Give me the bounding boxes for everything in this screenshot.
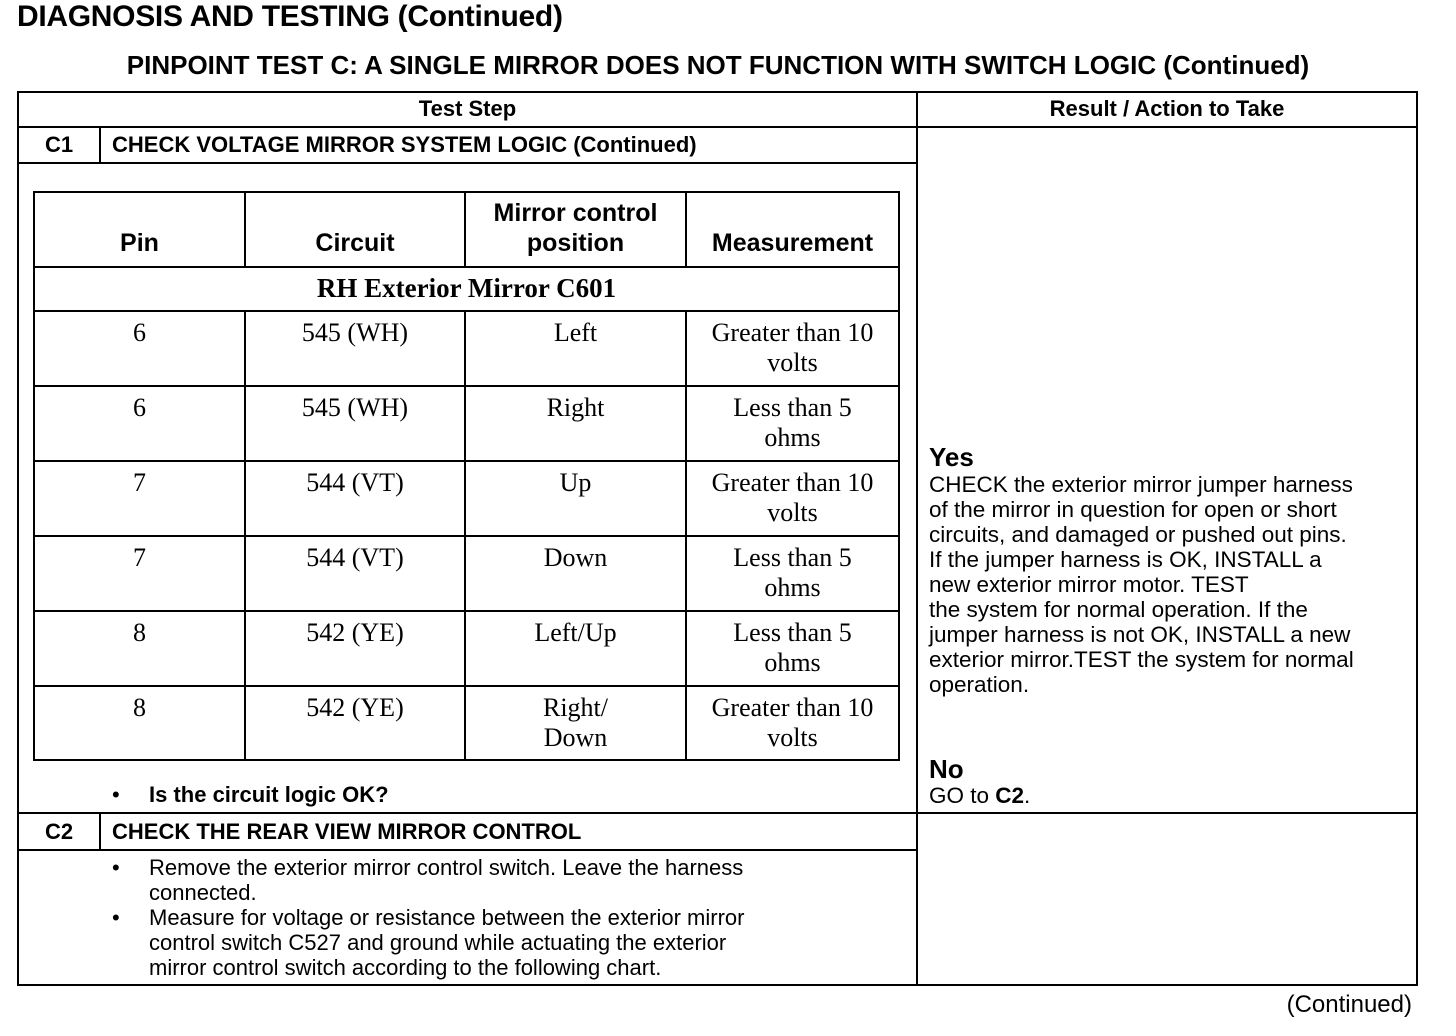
measurement-cell — [687, 318, 898, 378]
position-header-line2: position — [526, 229, 625, 257]
circuit-cell: 545 (WH) — [301, 393, 409, 422]
position-header-line1: Mirror control — [493, 199, 658, 227]
circuit-cell: 542 (YE) — [306, 693, 404, 722]
pinpoint-test-subtitle: PINPOINT TEST C: A SINGLE MIRROR DOES NOT FUNCTION WITH SWITCH LOGIC (Continued) — [126, 50, 1310, 80]
pin-cell: 7 — [133, 468, 146, 497]
position-cell — [466, 393, 685, 423]
instruction-line: Measure for voltage or resistance between the exterior mirror — [149, 905, 745, 930]
goto-prefix: GO to — [929, 783, 996, 808]
goto-suffix: . — [1024, 783, 1031, 808]
position-line2: Down — [543, 723, 608, 752]
step-c2-title: CHECK THE REAR VIEW MIRROR CONTROL — [112, 819, 582, 844]
position-line1: Right — [546, 393, 605, 422]
position-line1: Left — [553, 318, 598, 347]
measurement-line2: volts — [767, 723, 818, 752]
measurement-line1: Less than 5 — [733, 393, 852, 422]
instruction-line: Remove the exterior mirror control switch. Leave the harness — [149, 855, 744, 880]
measurement-line1: Greater than 10 — [711, 693, 874, 722]
pin-header: Pin — [120, 229, 159, 257]
measurement-line2: ohms — [764, 573, 821, 602]
measurement-cell — [687, 468, 898, 528]
circuit-logic-question: Is the circuit logic OK? — [149, 782, 389, 807]
result-action-header: Result / Action to Take — [1049, 96, 1285, 121]
position-cell — [466, 318, 685, 348]
instruction-line: control switch C527 and ground while actuating the exterior — [149, 930, 727, 955]
result-yes-line: jumper harness is not OK, INSTALL a new — [929, 622, 1351, 647]
position-cell — [466, 543, 685, 573]
goto-step-link[interactable]: C2 — [995, 783, 1025, 808]
result-yes-line: If the jumper harness is OK, INSTALL a — [929, 547, 1322, 572]
bullet-icon: • — [112, 905, 120, 930]
c2-instruction — [149, 855, 743, 905]
pin-cell: 8 — [133, 618, 146, 647]
circuit-cell: 545 (WH) — [301, 318, 409, 347]
pin-cell: 6 — [133, 318, 146, 347]
position-line1: Down — [543, 543, 608, 572]
c2-instruction — [149, 905, 744, 980]
measurement-line2: ohms — [764, 423, 821, 452]
measurement-cell — [687, 693, 898, 753]
measurement-header: Measurement — [711, 229, 874, 257]
position-line1: Left/Up — [534, 618, 617, 647]
step-c1-id: C1 — [44, 132, 74, 157]
pin-cell: 8 — [133, 693, 146, 722]
result-yes-line: circuits, and damaged or pushed out pins. — [929, 522, 1347, 547]
result-yes-line: CHECK the exterior mirror jumper harness — [929, 472, 1353, 497]
result-yes-line: the system for normal operation. If the — [929, 597, 1308, 622]
continued-footer: (Continued) — [1286, 991, 1412, 1018]
step-c2-id: C2 — [44, 819, 74, 844]
position-header — [466, 198, 685, 258]
result-yes-label: Yes — [929, 442, 974, 472]
position-line1: Up — [559, 468, 592, 497]
result-yes-line: of the mirror in question for open or short — [929, 497, 1337, 522]
bullet-icon: • — [112, 782, 120, 807]
position-line1: Right/ — [542, 693, 608, 722]
circuit-cell: 544 (VT) — [306, 468, 404, 497]
circuit-cell: 542 (YE) — [306, 618, 404, 647]
bullet-icon: • — [112, 855, 120, 880]
measurement-line1: Greater than 10 — [711, 318, 874, 347]
result-yes-line: exterior mirror.TEST the system for normal — [929, 647, 1354, 672]
circuit-cell: 544 (VT) — [306, 543, 404, 572]
result-yes-line: new exterior mirror motor. TEST — [929, 572, 1249, 597]
result-no-label: No — [929, 754, 964, 784]
measurement-line2: volts — [767, 498, 818, 527]
measurement-line2: volts — [767, 348, 818, 377]
measurement-line1: Less than 5 — [733, 543, 852, 572]
measurement-line1: Less than 5 — [733, 618, 852, 647]
instruction-line: connected. — [149, 880, 257, 905]
page-title: DIAGNOSIS AND TESTING (Continued) — [17, 0, 563, 33]
position-cell — [466, 618, 685, 648]
pin-cell: 7 — [133, 543, 146, 572]
connector-caption: RH Exterior Mirror C601 — [316, 273, 617, 303]
measurement-line1: Greater than 10 — [711, 468, 874, 497]
result-no-text — [929, 783, 1030, 808]
measurement-cell — [687, 618, 898, 678]
position-cell — [466, 468, 685, 498]
measurement-line2: ohms — [764, 648, 821, 677]
measurement-cell — [687, 393, 898, 453]
step-c1-title: CHECK VOLTAGE MIRROR SYSTEM LOGIC (Continued) — [112, 132, 697, 157]
result-yes-line: operation. — [929, 672, 1030, 697]
test-step-header: Test Step — [418, 96, 517, 121]
instruction-line: mirror control switch according to the following chart. — [149, 955, 662, 980]
circuit-header: Circuit — [315, 229, 395, 257]
position-cell — [466, 693, 685, 753]
pin-cell: 6 — [133, 393, 146, 422]
result-yes-text — [929, 472, 1354, 697]
measurement-cell — [687, 543, 898, 603]
